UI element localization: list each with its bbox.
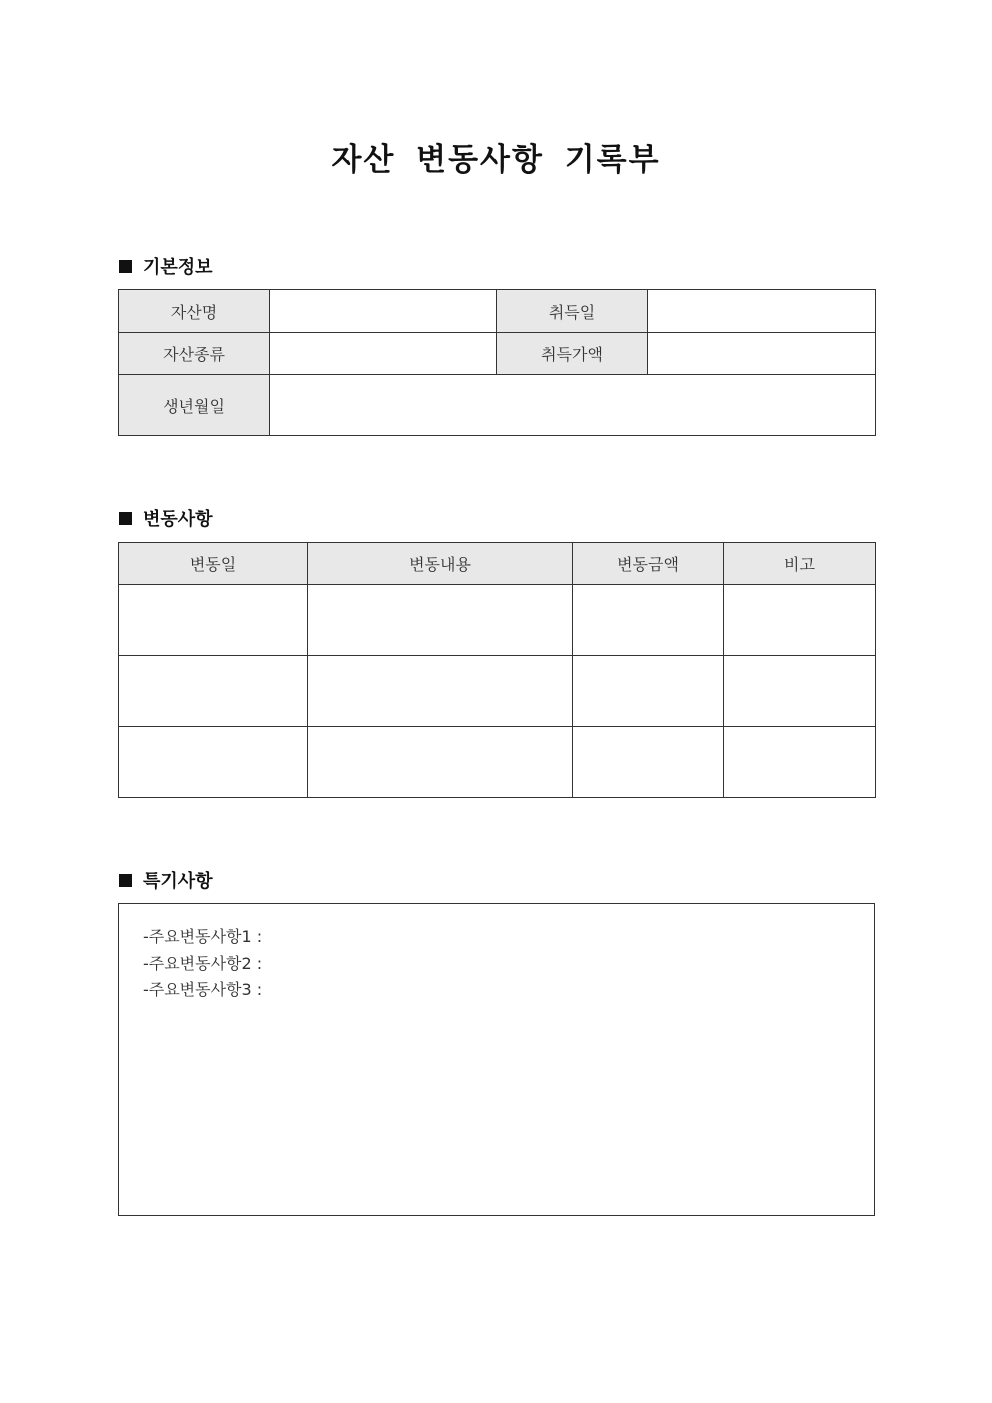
changes-table <box>118 542 876 798</box>
square-bullet-icon <box>119 512 132 525</box>
note-item-3: -주요변동사항3 : <box>143 980 263 999</box>
column-header-change-details: 변동내용 <box>308 543 573 585</box>
acquired-amount-field[interactable] <box>648 333 876 375</box>
remarks-cell[interactable] <box>724 727 876 798</box>
change-date-cell[interactable] <box>119 656 308 727</box>
table-row <box>119 727 876 798</box>
section-heading-notes <box>119 867 213 893</box>
change-details-cell[interactable] <box>308 727 573 798</box>
remarks-cell[interactable] <box>724 585 876 656</box>
change-date-cell[interactable] <box>119 585 308 656</box>
acquired-date-field[interactable] <box>648 290 876 333</box>
asset-type-field[interactable] <box>270 333 497 375</box>
birth-date-label: 생년월일 <box>119 375 270 436</box>
notes-box[interactable] <box>118 903 875 1216</box>
square-bullet-icon <box>119 260 132 273</box>
change-amount-cell[interactable] <box>573 585 724 656</box>
table-row <box>119 585 876 656</box>
section-heading-label: 변동사항 <box>143 509 213 530</box>
page-title: 자산 변동사항 기록부 <box>331 142 661 178</box>
section-heading-label: 기본정보 <box>143 257 213 278</box>
asset-name-field[interactable] <box>270 290 497 333</box>
acquired-amount-label: 취득가액 <box>497 333 648 375</box>
remarks-cell[interactable] <box>724 656 876 727</box>
section-heading-label: 특기사항 <box>143 871 213 892</box>
table-row <box>119 333 876 375</box>
column-header-change-date: 변동일 <box>119 543 308 585</box>
birth-date-field[interactable] <box>270 375 876 436</box>
basic-info-table <box>118 289 876 436</box>
table-row <box>119 290 876 333</box>
change-amount-cell[interactable] <box>573 727 724 798</box>
change-amount-cell[interactable] <box>573 656 724 727</box>
notes-list <box>119 904 874 1004</box>
change-details-cell[interactable] <box>308 656 573 727</box>
section-heading-changes <box>119 505 213 531</box>
change-details-cell[interactable] <box>308 585 573 656</box>
table-row <box>119 375 876 436</box>
note-item-2: -주요변동사항2 : <box>143 953 263 973</box>
column-header-change-amount: 변동금액 <box>573 543 724 585</box>
acquired-date-label: 취득일 <box>497 290 648 333</box>
column-header-remarks: 비고 <box>724 543 876 585</box>
change-date-cell[interactable] <box>119 727 308 798</box>
square-bullet-icon <box>119 874 132 887</box>
table-header-row <box>119 543 876 585</box>
asset-type-label: 자산종류 <box>119 333 270 375</box>
note-item-1: -주요변동사항1 : <box>143 927 263 946</box>
section-heading-basic-info <box>119 253 213 279</box>
table-row <box>119 656 876 727</box>
asset-name-label: 자산명 <box>119 290 270 333</box>
